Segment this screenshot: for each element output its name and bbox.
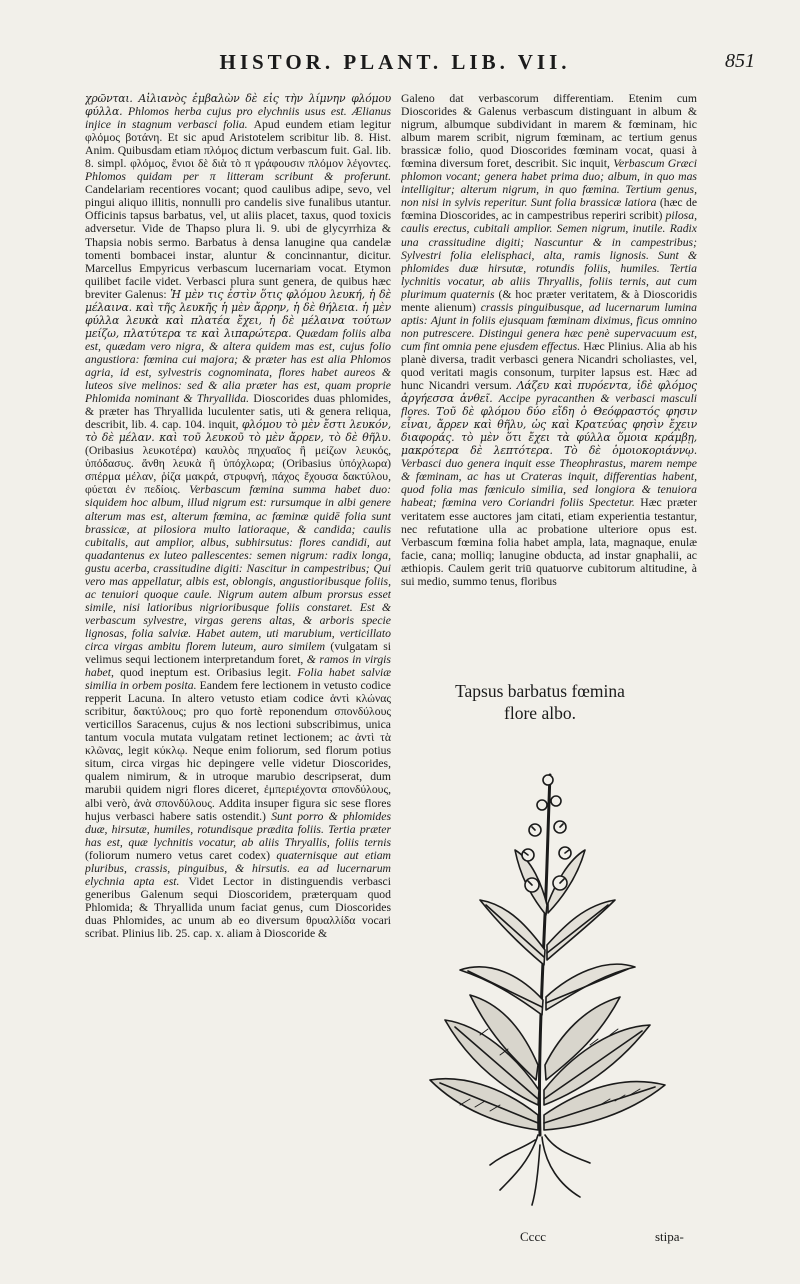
roman-text-segment: (Oribasius λευκοτέρα) καυλὸς πηχυαῖος ἢ μείζων λευκός, ὑπόδασυς. ἄνθη λευκὰ ἢ ὑπόχλωρα; (Oribasius ὑπόχλωρα) σπέρμα μέλαν, ῥίζα μακρά, στρυφνή, πάχος ἔχουσα δακτύλου, φύεται ἐν πεδίοις. [85, 444, 391, 497]
plant-woodcut-illustration [420, 735, 680, 1210]
italic-text-segment: Quædam foliis alba est, quædam vero nigra, & altera quidem mas est, cujus folio angustiora: fœmina cui majora; & præter has est alia Phlomos agria, id est, sylvestris cognominata, flores habet aureos & luteos sive melinos: sed & alia præter has est, quam proprie Phlomida nominant & Thryallida. [85, 326, 391, 406]
roman-text-segment: (hæc de fœmina Dioscorides, ac in campestribus reperiri scribit) [401, 196, 697, 223]
running-title: HISTOR. PLANT. LIB. VII. [219, 50, 571, 74]
italic-text-segment: Accipe pyracanthen & verbasci masculi flores. [401, 392, 697, 419]
roman-text-segment: Galeno dat verbascorum differentiam. Etenim cum Dioscorides & Galenus verbascum distinguant in album & nigrum, albumque subdividant in marem & fœminam, hic album marem scribit, nigrum fœminam, ac tertium genus brassicæ folio, quod Dioscorides fœminam vocat, quasi à fœmina diversum foret, describit. Sic inquit, [401, 92, 697, 171]
paragraph [85, 92, 391, 940]
italic-text-segment: quaternisque aut etiam pluribus, crassis, pinguibus, & hirsutis. ea ad lucernarum elychnia apta est. [85, 848, 391, 888]
right-text-column [401, 92, 697, 657]
page-number: 851 [725, 50, 755, 72]
roman-text-segment: Hæc Plinius. Alia ab his planè diversa, tradit verbasci genera Nicandri scholiastes, vel, quod veritati magis consonum, turpiter lapsus est. Hæc ad hunc Nicandri versum. [401, 339, 697, 393]
figure-caption-line-2: flore albo. [504, 703, 576, 723]
italic-text-segment: & ramos in virgis habet, [85, 653, 391, 680]
italic-text-segment: Verbascum Græci phlomon vocant; genera habet prima duo; album, in quo mas intelligitur; alterum nigrum, in quo fœmina. Tertium genus, non nisi in sylvis reperitur. Sunt folia brassicæ latiora [401, 157, 697, 210]
roman-text-segment: Apud eundem etiam legitur φλόμος βοτάνη. Et sic apud Aristotelem scribitur lib. 8. Hist. Anim. Quibusdam etiam πλόμος dictum verbascum fuit. Gal. lib. 8. simpl. φλόμος, ἔνιοι δὲ διὰ τὸ π γράφουσιν πλόμον λέγοντες. [85, 118, 391, 171]
greek-text-segment: Λάζευ καὶ πυρόεντα, ἰδὲ φλόμος ἀργήεσσα ἀνθεῖ. [401, 379, 697, 406]
italic-text-segment: crassis pinguibusque, ad lucernarum lumina aptis: Ajunt in foliis ejusquam fœminam diximus, ficus omnino non putrescere. Distingui genera hæc penè supervacuum est, cum fint omnia pene ejusdem effectus. [401, 300, 697, 353]
left-text-column [85, 92, 391, 1242]
roman-text-segment: Videt Lector in distinguendis verbasci generibus Galenum sequi Dioscoridem, præterquam quod Phlomida; & Thryallida unum faciat genus, cum Dioscorides duas Phlomides, ac unum ab eo diversum θρυαλλίδα vocari scribat. Plinius lib. 25. cap. x. aliam à Dioscoride & [85, 874, 391, 940]
paragraph [401, 92, 697, 588]
figure-caption-line-1: Tapsus barbatus fœmina [455, 681, 625, 701]
roman-text-segment: Dioscorides duas phlomides, & præter has Thryallida luculenter satis, uti & genera reliqua, describit, lib. 4. cap. 104. inquit, [85, 392, 391, 432]
greek-text-segment: χρῶνται. Αἰλιανὸς ἐμβαλὼν δὲ εἰς τὴν λίμνην φλόμου φύλλα. [85, 92, 391, 119]
roman-text-segment: quod ineptum est. Oribasius legit. [120, 666, 298, 680]
italic-text-segment: Phlomos herba cujus pro elychniis usus est. Ælianus injice in stagnum verbasci folia. [85, 105, 391, 132]
italic-text-segment: Sunt porro & phlomides duæ, hirsutæ, humiles, rotundisque prædita foliis. Tertia præter has est, quæ lychnitis vocatur, ab aliis Thryallis, foliis ternis [85, 809, 391, 849]
greek-text-segment: φλόμου τὸ μὲν ἔστι λευκόν, τὸ δὲ μέλαν. καὶ τοῦ λευκοῦ τὸ μὲν ἄρρεν, τὸ δὲ θῆλυ. [85, 418, 391, 445]
roman-text-segment: (foliorum numero vetus caret codex) [85, 848, 277, 862]
catchword: stipa- [655, 1229, 684, 1244]
italic-text-segment: Phlomos quidam per π litteram scribunt & proferunt. [85, 170, 391, 184]
signature-mark: Cccc [520, 1229, 546, 1244]
roman-text-segment: Hæc præter veritatem esse auctores jam citati, etiam experientia testantur, nec refutatione ulla ac probatione ulteriore opus est. Verbascum fœmina folia habet ampla, lata, magnaque, enulæ facie, cana; molliq; lanugine obducta, ad instar gnaphalii, ac æthiopis. Caulem gerit triū quatuorve cubitorum altitudine, à sui medio, summo tenus, floribus [401, 496, 697, 588]
italic-text-segment: Verbascum fœmina summa habet duo: siquidem hoc album, illud nigrum est: rursumque in albi genere alterum mas est, alterum fœmina, ac fœminæ quidē folia sunt brassicæ, at pilosiora multo latioraque, & candida; caulis cubitalis, aut amplior, albus, subhirsutus: flores candidi, aut quadantenus ex luteo pallescentes: semen nigrum: radix longa, gustu acerba, crassitudine digiti: Nascitur in campestribus; Qui vero mas appellatur, albis est, oblongis, angustioribusque foliis, ac tenuiori quoque caule. Nigrum autem album prorsus esset simile, nisi latioribus nigrioribusque foliis constaret. Est & verbascum sylvestre, virgas gerens altas, & arboris specie lignosas, folia salviæ. Habet autem, uti marubium, verticillato circa virgas ambitu florem luteum, auro similem [85, 483, 391, 653]
italic-text-segment: Verbasci duo genera inquit esse Theophrastus, marem nempe & fœminam, ac has ut Crateras inquit, differentias habent, quod folia mas fœniculo similia, sed longiora & tenuiora habeat; fœmina vero Coriandri foliis Spectetur. [401, 457, 697, 510]
roman-text-segment: Eandem fere lectionem in vetusto codice repperit Lacuna. In altero vetusto etiam codice ἀντὶ κλώνας scribitur, δακτύλους; pro quo fortè reponendum σπονδύλους verticillos Saracenus, cujus & nos lectioni subscribimus, unica tantum vocula mutata vulgatam retinet lectionem; ac ἀντὶ τὰ κλῶνας, legit κύκλῳ. Neque enim foliorum, sed florum potius situm, circa virgas hic depingere velle videtur Dioscorides, qualem nimirum, & in utroque marubio descripserat, dum marubii quidem nigri flores diceret, ἐμπεριέχοντα σπονδύλους, albi verò, ἀνὰ σπονδύλους. Addita insuper figura sic sese flores hujus verbasci habere satis ostendit.) [85, 679, 391, 823]
roman-text-segment: (vulgatam si velimus sequi lectionem interpretandum foret, [85, 639, 391, 667]
greek-text-segment: Τοῦ δὲ φλόμου δύο εἴδη ὁ Θεόφραστός φησιν εἶναι, ἄρρεν καὶ θῆλυ, ὡς καὶ Κρατεύας φησὶν ἔχειν διαφοράς. τὸ μὲν ὅτι ἔχει τὰ φύλλα ὅμοια κράμβῃ, μακρότερα δὲ λεπτότερα. Τὸ δὲ ὁμοιοκοριάννῳ. [401, 405, 697, 458]
italic-text-segment: pilosa, caulis erectus, cubitali amplior. Semen nigrum, inutile. Radix una crassitudine digiti; Nascuntur & in campestribus; Sylvestri folia elelisphaci, alta, ramis lignosis. Sunt & phlomides duæ hirsutæ, rotundis foliis, humiles. Tertia lychnitis vocatur, ab aliis Thryallis, foliis ternis, aut cum plurimum quaternis [401, 209, 697, 301]
figure-caption [420, 680, 660, 724]
greek-text-segment: Ἡ μὲν τις ἐστὶν ὅτις φλόμου λευκή, ἡ δὲ μέλαινα. καὶ τῆς λευκῆς ἡ μὲν ἄρρην, ἡ δὲ θήλεια. ἡ μὲν φύλλα λευκὰ καὶ πλατέα ἔχει, ἡ δὲ μέλαινα τούτων μείζω, πλατύτερα τε καὶ λιπαρώτερα. [85, 287, 391, 340]
roman-text-segment: (& hoc præter veritatem, & à Dioscoridis mente alienum) [401, 287, 697, 314]
roman-text-segment: Candelariam recentiores vocant; quod caulibus adipe, sevo, vel pingui aliquo illitis, nonnulli pro candelis sive funalibus utantur. Officinis tapsus barbatus, vel, ut aliis placet, taxus, quod toxicis adversetur. Vide de Thapso plura li. 9. ubi de glycyrrhiza & Thapsia nobis sermo. Barbatus à densa lanugine qua candelæ tomenti bombacei instar, aluntur & concinnantur, dicitur. Marcellus Empyricus verbascum lucernariam vocat. Etymon quilibet facile videt. Verbasci plura sunt genera, de quibus hæc breviter Galenus: [85, 183, 391, 301]
italic-text-segment: Folia habet salviæ similia in orbem posita. [85, 666, 391, 693]
